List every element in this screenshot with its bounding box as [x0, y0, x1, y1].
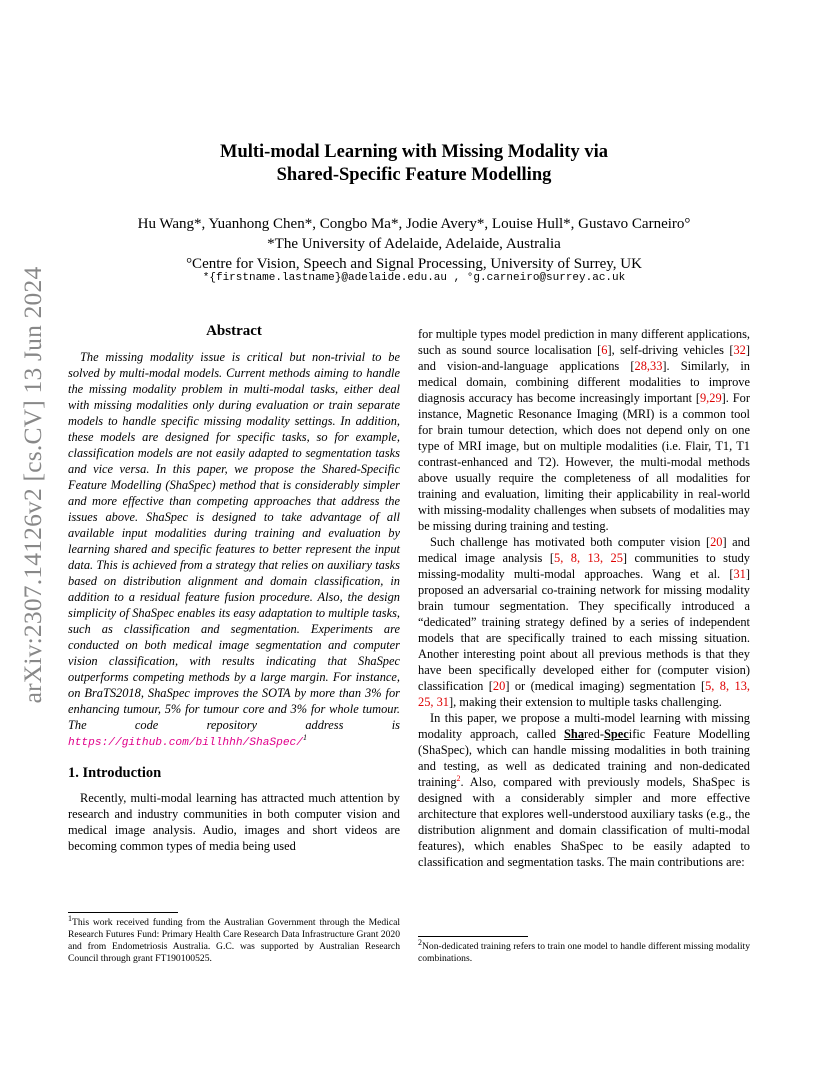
title-line-2: Shared-Specific Feature Modelling	[276, 165, 552, 185]
footnote-1-text: This work received funding from the Australian Government through the Medical Research Futures Fund: Primary Health Care Research Data Infrastructure Grant 2020 and from Endometriosis Australia. G.C. was supported by Australian Research Council through grant FT190100525.	[68, 917, 400, 964]
author-emails: *{firstname.lastname}@adelaide.edu.au , °g.carneiro@surrey.ac.uk	[202, 272, 626, 284]
text-run: ific Feature Modelling (ShaSpec), which can handle missing modalities in both training and testing, as well as dedicated training and non-dedicated training	[418, 727, 750, 789]
arxiv-identifier-stamp	[18, 266, 47, 704]
footnote-rule	[68, 912, 178, 913]
text-run: ] communities to study missing-modality multi-modal approaches. Wang et al. [	[418, 551, 750, 581]
arxiv-stamp-text: arXiv:2307.14126v2 [cs.CV] 13 Jun 2024	[18, 266, 47, 704]
right-paragraph-3	[418, 710, 750, 870]
text-run: ]. Similarly, in medical domain, combining different modalities to improve diagnosis accuracy has become increasingly important [	[418, 359, 750, 405]
affiliation-surrey: °Centre for Vision, Speech and Signal Processing, University of Surrey, UK	[186, 256, 642, 272]
acronym-letters: Spec	[603, 727, 629, 741]
citation-link[interactable]: 20	[710, 535, 723, 549]
footnote-2-marker[interactable]: 2	[456, 773, 461, 783]
text-run: Such challenge has motivated both computer vision [	[430, 535, 711, 549]
author-list: Hu Wang*, Yuanhong Chen*, Congbo Ma*, Jodie Avery*, Louise Hull*, Gustavo Carneiro°	[137, 216, 691, 232]
text-run: ]. For instance, Magnetic Resonance Imaging (MRI) is a common tool for brain tumour detection, which does not depend only on one type of MRI image, but on multiple modalities (i.e. Flair, T1, T1 contrast-enhanced and T2). However, the multi-modal methods above usually require the completeness of all modalities for training and evaluation, limiting their applicability in real-world with missing-modality challenges when subsets of modalities may be missing during training and testing.	[418, 391, 750, 533]
citation-link[interactable]: 28,33	[634, 359, 663, 373]
footnote-1	[68, 913, 400, 965]
section-heading-introduction: 1. Introduction	[68, 765, 162, 781]
footnote-1-label: 1	[68, 913, 72, 923]
citation-link[interactable]: 31	[733, 567, 746, 581]
citation-link[interactable]: 6	[601, 343, 608, 357]
footnote-2-label: 2	[418, 937, 422, 947]
citation-link[interactable]: 20	[492, 679, 506, 693]
footnote-area-left	[68, 912, 400, 965]
text-run: ] and medical image analysis [	[418, 535, 750, 565]
citation-link[interactable]: 9,29	[699, 391, 722, 405]
right-paragraph-2	[418, 534, 750, 710]
text-run: ] or (medical imaging) segmentation [	[505, 679, 706, 693]
citation-link[interactable]: 5, 8, 13, 25, 31	[418, 679, 750, 709]
abstract-body	[68, 349, 400, 751]
author-block	[60, 214, 768, 274]
text-run: red-	[584, 727, 604, 741]
text-run: ] proposed an adversarial co-training network for missing modality brain tumour segmentation. They specifically introduced a “dedicated” training strategy defined by a series of independent models that are specifically trained to each missing situation. Another interesting point about all previous methods is that they have been specifically developed either for (computer vision) classification [	[418, 567, 750, 693]
intro-paragraph-1: Recently, multi-modal learning has attracted much attention by research and industry communities in both computer vision and medical image analysis. Audio, images and short videos are becoming common types of media being used	[68, 791, 400, 853]
paper-title	[60, 141, 768, 187]
right-column	[418, 326, 750, 870]
text-run: ], making their extension to multiple tasks challenging.	[448, 695, 722, 709]
citation-link[interactable]: 32	[733, 343, 746, 357]
footnote-2	[418, 937, 750, 965]
right-paragraph-1	[418, 326, 750, 534]
abstract-heading: Abstract	[206, 323, 262, 339]
text-run: for multiple types model prediction in many different applications, such as sound source localisation [	[418, 327, 750, 357]
text-run: In this paper, we propose a multi-model learning with missing modality approach, called	[418, 711, 750, 741]
footnote-area-right	[418, 936, 750, 965]
footnote-2-text: Non-dedicated training refers to train one model to handle different missing modality combinations.	[418, 941, 750, 964]
footnote-rule	[418, 936, 528, 937]
repo-link[interactable]: https://github.com/billhhh/ShaSpec/	[68, 737, 303, 749]
text-run: . Also, compared with previously models, ShaSpec is designed with a considerably simpler and more effective architecture that explores well-understood auxiliary tasks (e.g., the distribution alignment and domain classification of multi-modal features), which enables ShaSpec to be easily adapted to classification and segmentation tasks. The main contributions are:	[418, 775, 750, 869]
footnote-1-marker[interactable]: 1	[302, 732, 307, 742]
abstract-text: The missing modality issue is critical but non-trivial to be solved by multi-modal models. Current methods aiming to handle the missing modality problem in multi-modal tasks, either deal with missing modalities only during evaluation or train separate models to handle specific missing modality settings. In addition, these models are designed for specific tasks, so for example, classification models are not easily adapted to segmentation tasks and vice versa. In this paper, we propose the Shared-Specific Feature Modelling (ShaSpec) method that is considerably simpler and more effective than competing approaches that address the issues above. ShaSpec is designed to take advantage of all available input modalities during training and evaluation by learning shared and specific features to better represent the input data. This is achieved from a strategy that relies on auxiliary tasks based on distribution alignment and domain classification, in addition to a residual feature fusion procedure. Also, the design simplicity of ShaSpec enables its easy adaptation to multiple tasks, such as classification and segmentation. Experiments are conducted on both medical image segmentation and computer vision classification, with results indicating that ShaSpec outperforms competing methods by a large margin. For instance, on BraTS2018, ShaSpec improves the SOTA by more than 3% for enhancing tumour, 5% for tumour core and 3% for whole tumour. The code repository address is	[68, 350, 400, 732]
affiliation-adelaide: *The University of Adelaide, Adelaide, Australia	[267, 236, 561, 252]
citation-link[interactable]: 5, 8, 13, 25	[554, 551, 623, 565]
acronym-letters: Sha	[564, 727, 585, 741]
text-run: ] and vision-and-language applications [	[418, 343, 750, 373]
text-run: ], self-driving vehicles [	[607, 343, 734, 357]
title-line-1: Multi-modal Learning with Missing Modality via	[219, 142, 608, 162]
left-column	[68, 320, 400, 854]
